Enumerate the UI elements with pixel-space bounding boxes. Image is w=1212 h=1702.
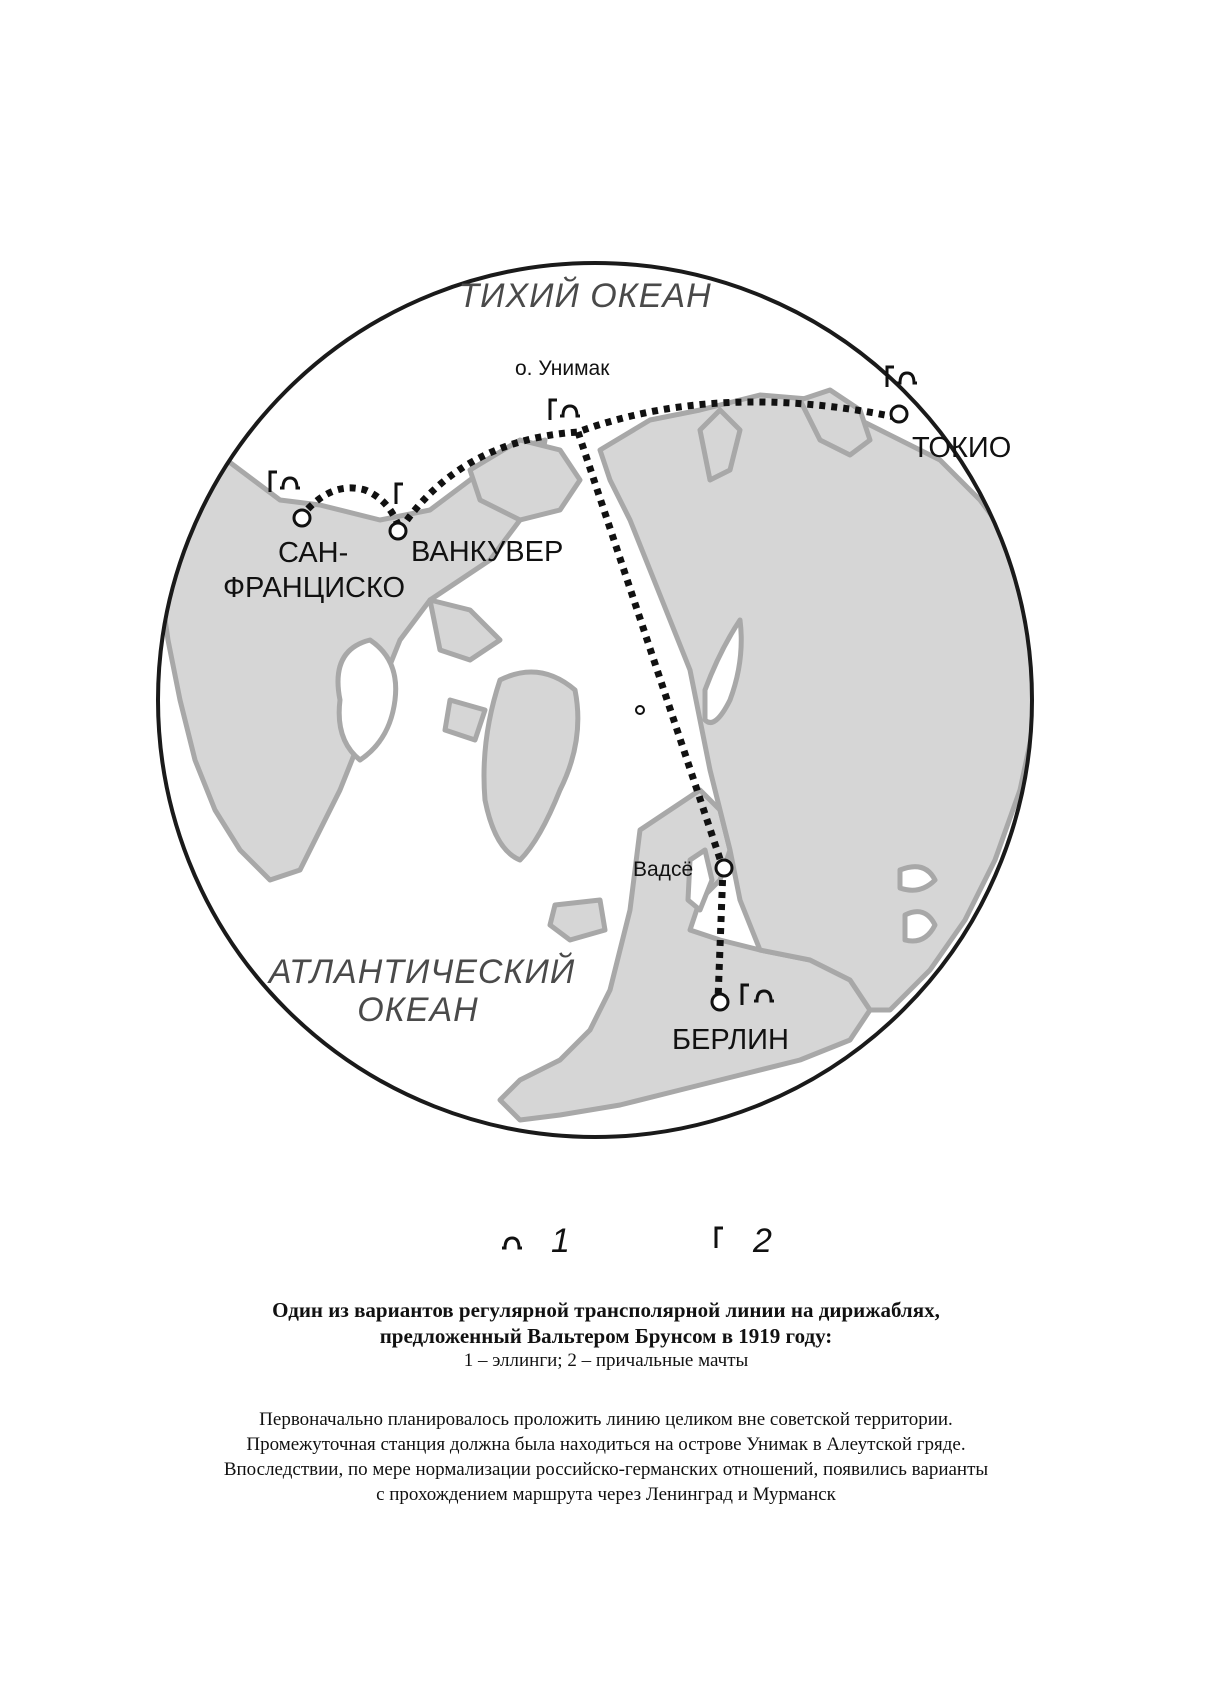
caption-legend <box>0 1349 1212 1373</box>
san-francisco-label-2: ФРАНЦИСКО <box>223 572 406 604</box>
caption-title-line-2: предложенный Вальтером Брунсом в 1919 году: <box>379 1324 833 1348</box>
atlantic-ocean-label: АТЛАНТИЧЕСКИЙ <box>268 953 576 991</box>
vancouver-label: ВАНКУВЕР <box>411 536 564 568</box>
caption-title-line-1: Один из вариантов регулярной трансполярной линии на дирижаблях, <box>272 1298 940 1322</box>
unimak-label: о. Унимак <box>515 357 610 380</box>
caption-note-line-1: Первоначально планировалось проложить линию целиком вне советской территории. <box>259 1409 953 1430</box>
caption-note-line-3: Впоследствии, по мере нормализации российско-германских отношений, появились варианты <box>223 1459 989 1480</box>
caption-legend-text: 1 – эллинги; 2 – причальные мачты <box>463 1350 749 1371</box>
tokyo-label: ТОКИО <box>912 432 1012 464</box>
caption-title <box>0 1297 1212 1349</box>
north-pole-marker <box>636 706 644 714</box>
arctic-islands-2 <box>445 700 485 740</box>
berlin-label: БЕРЛИН <box>672 1024 789 1056</box>
vadso-label: Вадсё <box>633 858 694 881</box>
tokyo-marker[interactable] <box>891 406 907 422</box>
hangar-icon <box>502 1238 522 1248</box>
pacific-ocean-label: ТИХИЙ ОКЕАН <box>458 277 712 315</box>
legend-number-2: 2 <box>753 1222 772 1260</box>
san-francisco-label: САН- <box>278 537 349 569</box>
vancouver-marker[interactable] <box>390 523 406 539</box>
legend <box>502 1222 772 1260</box>
berlin-marker[interactable] <box>712 994 728 1010</box>
caption-note-line-2: Промежуточная станция должна была находиться на острове Унимак в Алеутской гряде. <box>246 1434 966 1455</box>
atlantic-ocean-label-2: ОКЕАН <box>357 991 479 1029</box>
legend-number-1: 1 <box>551 1222 570 1260</box>
iceland-land <box>550 900 605 940</box>
caption-notes <box>0 1407 1212 1507</box>
caption-note-line-4: с прохождением маршрута через Ленинград и Мурманск <box>376 1484 836 1505</box>
vadso-marker[interactable] <box>716 860 732 876</box>
san-francisco-marker[interactable] <box>294 510 310 526</box>
mooring-mast-icon <box>716 1228 723 1248</box>
aral-lake <box>900 867 935 891</box>
